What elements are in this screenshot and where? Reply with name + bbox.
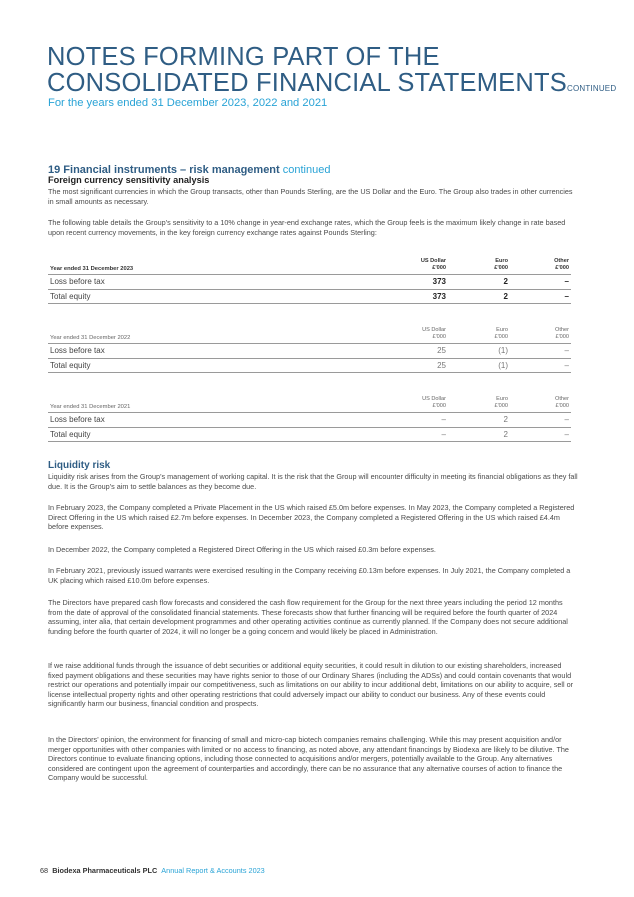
column-unit: £'000 [432,403,446,409]
table-year: Year ended 31 December 2022 [50,335,131,341]
cell-value: – [564,346,569,355]
table-row [48,358,571,374]
table-row [48,427,571,443]
column-currency: Euro [496,396,508,402]
paragraph: In the Directors’ opinion, the environment for financing of small and micro-cap biotech companies remains challenging. While this may present acquisition and/or merger opportunities with other companies with limited or no access to financing, as noted above, any attendant financings by Biodexa are likely to be dilutive. The Directors continue to evaluate financing options, including those connected to acquisitions and/or mergers, potentially available to the Group. Any alternatives considered are contingent upon the agreement of counterparties and accordingly, there can be no assurance that any alternative courses of action to finance the Company would be successful. [48,735,569,783]
paragraph: If we raise additional funds through the issuance of debt securities or additional equity securities, it could result in dilution to our existing shareholders, increased fixed payment obligations and these securities may have rights senior to those of our Ordinary Shares (including the ADSs) and could contain covenants that would restrict our operations and potentially impair our competitiveness, such as limitations on our ability to incur additional debt, limitations on our ability to acquire, sell or license intellectual property rights and other operating restrictions that could adversely impact our ability to conduct our business. Any of these events could significantly harm our business, financial condition and prospects. [48,661,574,709]
cell-value: – [441,415,446,424]
cell-value: 373 [432,277,446,286]
column-header [519,258,569,272]
column-header [519,396,569,410]
column-header [386,396,446,410]
sensitivity-table-2021 [48,386,571,442]
column-currency: US Dollar [422,327,446,333]
cell-value: 25 [437,360,446,370]
column-unit: £'000 [555,334,569,340]
cell-value: (1) [498,360,508,370]
column-currency: Euro [496,327,508,333]
column-unit: £'000 [432,265,446,271]
cell-value: 2 [503,291,508,301]
row-label: Loss before tax [50,346,105,355]
report-name: Annual Report & Accounts 2023 [161,866,265,875]
cell-value: – [564,277,569,286]
paragraph: Liquidity risk arises from the Group’s management of working capital. It is the risk that the Group will encounter difficulty in meeting its financial obligations as they fall due. It is the Group’s aim to settle balances as they become due. [48,472,578,491]
row-label: Total equity [50,360,91,370]
column-currency: Other [555,396,569,402]
column-currency: Other [555,327,569,333]
column-currency: Euro [495,258,508,264]
column-unit: £'000 [494,334,508,340]
cell-value: – [564,415,569,424]
page-title-line1: NOTES FORMING PART OF THE [47,43,440,71]
column-header [448,396,508,410]
sensitivity-table-2022 [48,317,571,373]
cell-value: 2 [503,415,508,424]
paragraph: The most significant currencies in which the Group transacts, other than Pounds Sterling, are the US Dollar and the Euro. The Group also trades in other currencies in small amounts as necessary. [48,187,573,206]
cell-value: 25 [437,346,446,355]
paragraph: The Directors have prepared cash flow forecasts and considered the cash flow requirement for the Group for the next three years including the period 12 months from the date of approval of the consolidated financial statements. These forecasts show that further financing will be required before the fourth quarter of 2024 assuming, inter alia, that certain development programmes and other operating activities continue as currently planned. If the Company does not secure additional funding before the fourth quarter of 2024, it will no longer be a going concern and would likely be placed in Administration. [48,598,568,636]
company-name: Biodexa Pharmaceuticals PLC [52,866,158,875]
cell-value: – [564,291,569,301]
page-footer [40,866,265,875]
cell-value: – [441,429,446,439]
table-header [48,248,571,274]
column-unit: £'000 [432,334,446,340]
column-header [519,327,569,341]
row-label: Total equity [50,429,91,439]
column-header [448,258,508,272]
cell-value: (1) [498,346,508,355]
table-row [48,412,571,427]
column-unit: £'000 [555,265,569,271]
page-number: 68 [40,866,49,875]
column-header [448,327,508,341]
column-currency: Other [554,258,569,264]
table-header [48,317,571,343]
table-row [48,274,571,289]
column-unit: £'000 [494,265,508,271]
cell-value: – [564,429,569,439]
section-subheading: Foreign currency sensitivity analysis [48,175,210,185]
row-label: Loss before tax [50,415,105,424]
paragraph: The following table details the Group’s sensitivity to a 10% change in year-end exchange rates, which the Group feels is the maximum likely change in rate based upon recent currency movements, in the key foreign currency exchange rates against Pounds Sterling: [48,218,566,237]
column-header [386,258,446,272]
section-continued: continued [279,164,331,176]
continued-label: CONTINUED [566,84,617,93]
column-unit: £'000 [555,403,569,409]
column-unit: £'000 [494,403,508,409]
table-row [48,289,571,305]
table-year: Year ended 31 December 2021 [50,404,131,410]
column-header [386,327,446,341]
column-currency: US Dollar [420,258,446,264]
table-header [48,386,571,412]
cell-value: – [564,360,569,370]
row-label: Total equity [50,291,91,301]
row-label: Loss before tax [50,277,105,286]
cell-value: 2 [503,429,508,439]
cell-value: 373 [432,291,446,301]
page-title-text: CONSOLIDATED FINANCIAL STATEMENTS [47,69,567,97]
section-title: 19 Financial instruments – risk management [48,164,280,176]
sensitivity-table-2023 [48,248,571,304]
liquidity-heading: Liquidity risk [48,460,111,471]
table-year: Year ended 31 December 2023 [50,266,134,272]
paragraph: In February 2023, the Company completed a Private Placement in the US which raised £5.0m before expenses. In May 2023, the Company completed a Registered Direct Offering in the US which raised £2.7m before expenses. In December 2023, the Company completed a Registered Offering in the US which raised £4.4m before expenses. [48,503,575,532]
cell-value: 2 [503,277,508,286]
page-subtitle: For the years ended 31 December 2023, 2022 and 2021 [48,97,328,109]
column-currency: US Dollar [422,396,446,402]
paragraph: In February 2021, previously issued warrants were exercised resulting in the Company receiving £0.13m before expenses. In July 2021, the Company completed a UK placing which raised £10.0m before expenses. [48,566,571,585]
paragraph: In December 2022, the Company completed a Registered Direct Offering in the US which raised £0.3m before expenses. [48,545,436,554]
table-row [48,343,571,358]
